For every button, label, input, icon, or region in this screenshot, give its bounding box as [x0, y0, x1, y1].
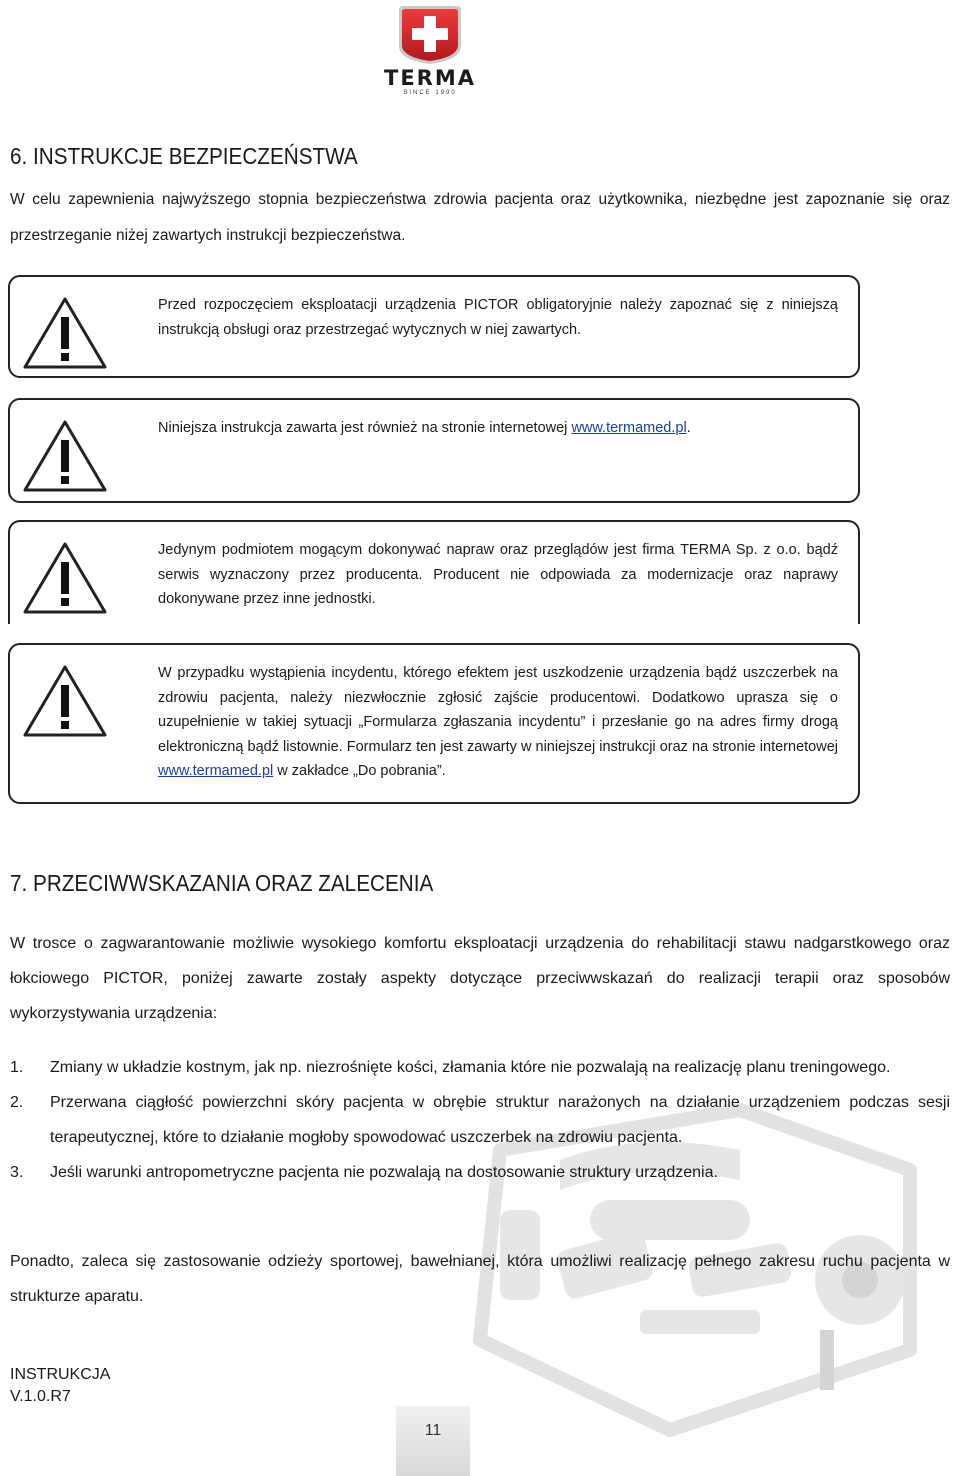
warning-text-4	[158, 661, 838, 784]
section-7-intro: W trosce o zagwarantowanie możliwie wysokiego komfortu eksploatacji urządzenia do rehabilitacji stawu nadgarstkowego oraz łokciowego PICTOR, poniżej zawarte zostały aspekty dotyczące przeciwwskazań do realizacji terapii oraz sposobów wykorzystywania urządzenia:	[10, 935, 950, 1022]
warning-text-2-after: .	[686, 420, 691, 436]
warning-triangle-icon	[22, 663, 108, 739]
list-item	[10, 1155, 950, 1190]
list-item	[10, 1085, 950, 1155]
warning-text-3: Jedynym podmiotem mogącym dokonywać napraw oraz przeglądów jest firma TERMA Sp. z o.o. bądź serwis wyznaczony przez producenta. Producent nie odpowiada za modernizacje oraz naprawy dokonywane przez inne jednostki.	[158, 542, 838, 607]
warning-box-1	[8, 275, 860, 378]
warning-text-1: Przed rozpoczęciem eksploatacji urządzenia PICTOR obligatoryjnie należy zapoznać się z niniejszą instrukcją obsługi oraz przestrzegać wytycznych w niej zawartych.	[158, 297, 838, 338]
warning-triangle-icon	[22, 295, 108, 371]
warning-text-2-before: Niniejsza instrukcja zawarta jest również na stronie internetowej	[158, 420, 572, 436]
footer-doc-title: INSTRUKCJA	[10, 1366, 111, 1383]
footer-version: V.1.0.R7	[10, 1388, 71, 1405]
warning-box-3	[8, 520, 860, 624]
list-item	[10, 1050, 950, 1085]
logo-wordmark: TERMA	[384, 66, 476, 90]
section-6-intro: W celu zapewnienia najwyższego stopnia bezpieczeństwa zdrowia pacjenta oraz użytkownika, niezbędne jest zapoznanie się oraz przestrzeganie niżej zawartych instrukcji bezpieczeństwa.	[10, 191, 950, 244]
section-7-title: 7. PRZECIWWSKAZANIA ORAZ ZALECENIA	[10, 870, 434, 896]
contraindications-list	[10, 1050, 950, 1190]
page-number: 11	[396, 1406, 470, 1476]
list-item-text: Zmiany w układzie kostnym, jak np. niezrośnięte kości, złamania które nie pozwalają na realizację planu treningowego.	[50, 1059, 891, 1076]
list-item-text: Przerwana ciągłość powierzchni skóry pacjenta w obrębie struktur narażonych na działanie urządzeniem podczas sesji terapeutycznej, które to działanie mogłoby spowodować uszczerbek na zdrowiu pacjenta.	[50, 1094, 950, 1146]
website-link[interactable]: www.termamed.pl	[158, 763, 274, 779]
warning-triangle-icon	[22, 540, 108, 616]
terma-logo	[370, 2, 490, 98]
warning-text-2	[158, 416, 838, 441]
logo-since: SINCE 1990	[403, 90, 457, 96]
shield-cross-icon	[370, 2, 490, 66]
warning-text-4-after: w zakładce „Do pobrania”.	[273, 763, 446, 779]
list-item-number: 1.	[10, 1059, 24, 1076]
list-item-text: Jeśli warunki antropometryczne pacjenta nie pozwalają na dostosowanie struktury urządzenia.	[50, 1164, 718, 1181]
list-item-number: 3.	[10, 1164, 24, 1181]
warning-box-4	[8, 643, 860, 804]
website-link[interactable]: www.termamed.pl	[571, 420, 687, 436]
warning-text-4-before: W przypadku wystąpienia incydentu, którego efektem jest uszkodzenie urządzenia bądź uszczerbek na zdrowiu pacjenta, należy niezwłocznie zgłosić zajście producentowi. Dodatkowo uprasza się o uzupełnienie w takiej sytuacji „Formularza zgłaszania incydentu” i przesłanie go na adres firmy drogą elektroniczną bądź listownie. Formularz ten jest zawarty w niniejszej instrukcji oraz na stronie internetowej	[158, 665, 838, 755]
section-6-title: 6. INSTRUKCJE BEZPIECZEŃSTWA	[10, 143, 358, 169]
section-7-closing: Ponadto, zaleca się zastosowanie odzieży sportowej, bawełnianej, która umożliwi realizację pełnego zakresu ruchu pacjenta w strukturze aparatu.	[10, 1253, 950, 1305]
warning-triangle-icon	[22, 418, 108, 494]
warning-box-2	[8, 398, 860, 503]
footer-document-info	[10, 1364, 110, 1408]
list-item-number: 2.	[10, 1094, 24, 1111]
